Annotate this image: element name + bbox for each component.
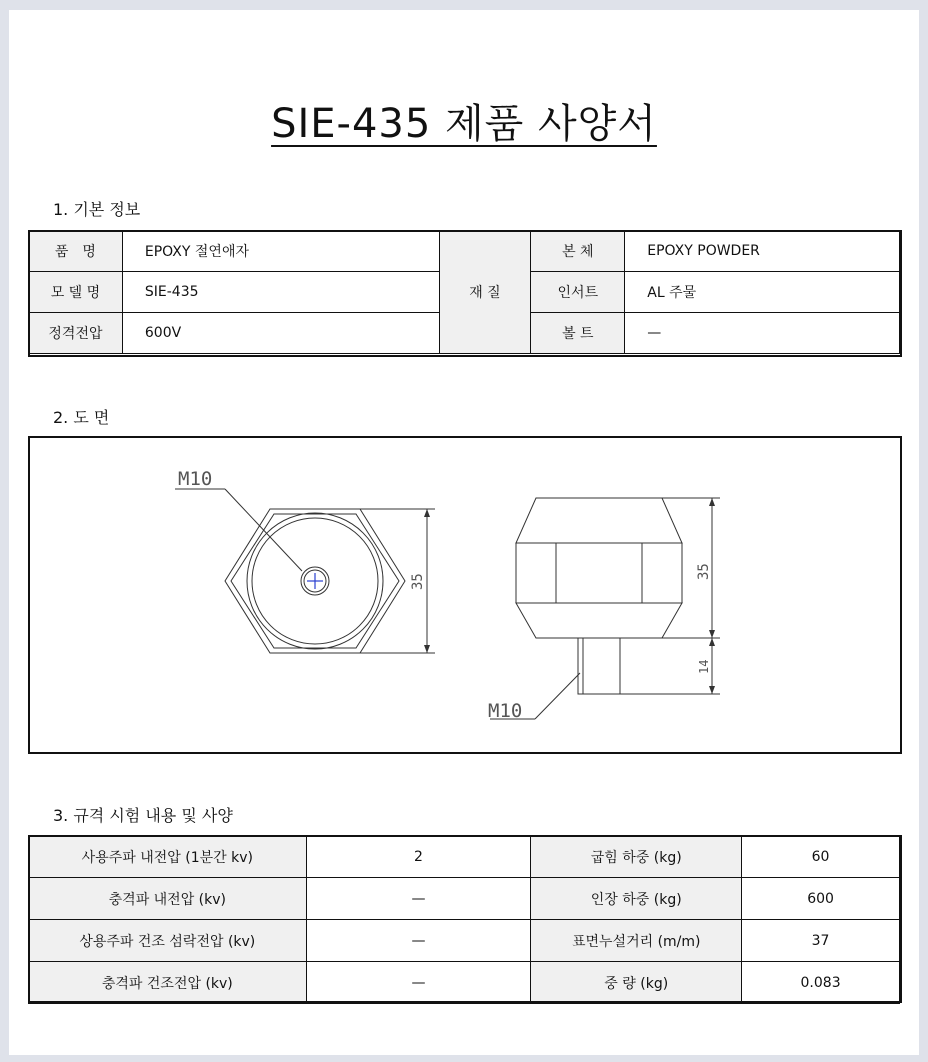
arrow [424, 645, 430, 653]
cell-label: 상용주파 건조 섬락전압 (kv) [29, 920, 307, 962]
cell-value: 37 [742, 920, 900, 962]
page-title: SIE-435 제품 사양서 [271, 101, 657, 147]
arrow [709, 686, 715, 694]
right-thread-label: M10 [488, 700, 523, 722]
cell-value: — [306, 878, 531, 920]
bolt-stub [578, 638, 620, 694]
cell-label: 품 명 [29, 231, 123, 272]
cell-value: 600V [122, 313, 439, 354]
spec-sheet [9, 10, 919, 1055]
arrow [709, 630, 715, 638]
section2-heading: 2. 도 면 [53, 408, 110, 427]
cell-label: 인장 하중 (kg) [531, 878, 742, 920]
cell-label: 사용주파 내전압 (1분간 kv) [29, 836, 307, 878]
cell-label: 표면누설거리 (m/m) [531, 920, 742, 962]
body-bottom [516, 603, 682, 638]
cell-value: — [306, 962, 531, 1004]
body-top [516, 498, 682, 543]
leader-line [535, 673, 580, 719]
cell-value: 60 [742, 836, 900, 878]
material-label: 재 질 [439, 231, 531, 354]
drawing-svg [30, 438, 900, 752]
cell-label: 중 량 (kg) [531, 962, 742, 1004]
table-row [29, 878, 900, 920]
technical-drawing [28, 436, 902, 754]
section1-heading: 1. 기본 정보 [53, 200, 141, 219]
cell-value: EPOXY 절연애자 [122, 231, 439, 272]
basic-info-table [28, 230, 900, 354]
cell-value: — [306, 920, 531, 962]
cell-label: 인서트 [531, 272, 625, 313]
body-band [516, 543, 682, 603]
arrow [424, 509, 430, 517]
right-dim-bolt-label: 14 [697, 659, 711, 674]
cell-value: AL 주물 [625, 272, 900, 313]
cell-value: 2 [306, 836, 531, 878]
cell-label: 충격파 건조전압 (kv) [29, 962, 307, 1004]
cell-label: 굽힘 하중 (kg) [531, 836, 742, 878]
cell-label: 충격파 내전압 (kv) [29, 878, 307, 920]
leader-line [225, 489, 302, 571]
cell-label: 정격전압 [29, 313, 123, 354]
cell-label: 본 체 [531, 231, 625, 272]
cell-value: SIE-435 [122, 272, 439, 313]
cell-label: 볼 트 [531, 313, 625, 354]
spec-table [28, 835, 900, 1004]
arrow [709, 498, 715, 506]
section3-heading: 3. 규격 시험 내용 및 사양 [53, 806, 233, 825]
right-dim-body-label: 35 [696, 563, 712, 580]
left-dim-label: 35 [410, 573, 426, 590]
cell-label: 모 델 명 [29, 272, 123, 313]
table-row [29, 962, 900, 1004]
cell-value: 600 [742, 878, 900, 920]
cell-value: — [625, 313, 900, 354]
table-row [29, 920, 900, 962]
left-thread-label: M10 [178, 468, 213, 490]
cell-value: EPOXY POWDER [625, 231, 900, 272]
table-row [29, 836, 900, 878]
arrow [709, 638, 715, 646]
table-row [29, 231, 900, 272]
cell-value: 0.083 [742, 962, 900, 1004]
